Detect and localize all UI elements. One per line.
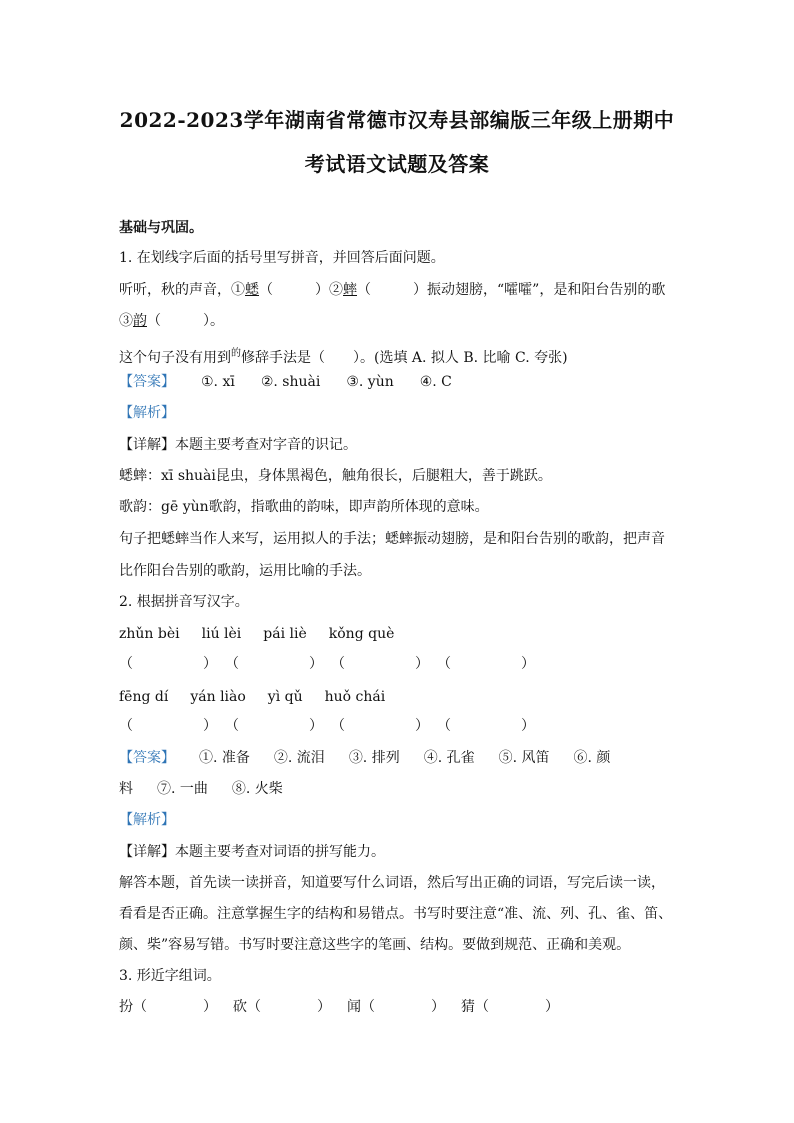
q1-underlined-char-2: 蟀 xyxy=(343,282,357,298)
q1-question xyxy=(119,344,568,368)
q2-answer: ⑥. 颜 xyxy=(573,750,611,766)
q2-answer: ④. 孔雀 xyxy=(423,750,475,766)
q1-detail-line xyxy=(119,435,357,455)
pinyin-item: kǒng què xyxy=(328,626,395,642)
q2-blank-row-1 xyxy=(119,654,535,674)
q2-answer-line-2 xyxy=(119,779,283,799)
document-title-line2: 考试语文试题及答案 xyxy=(304,152,490,176)
q2-detail-label: 【详解】 xyxy=(119,844,175,860)
q3-stem: 3. 形近字组词。 xyxy=(119,968,221,984)
section-heading: 基础与巩固。 xyxy=(119,220,203,236)
pinyin-item: fēng dí xyxy=(119,689,169,705)
q1-passage-b: ”，是和阳台告别的歌 xyxy=(532,282,666,298)
q1-passage-c: ③ xyxy=(119,313,133,329)
pinyin-item: pái liè xyxy=(263,626,307,642)
q1-answer-1: ①. xī xyxy=(201,374,235,390)
q1-underlined-char-3: 韵 xyxy=(133,313,147,329)
q1-answer-2: ②. shuài xyxy=(260,374,321,390)
q1-detail: 本题主要考查对字音的识记。 xyxy=(175,437,357,453)
document-title-line1: 2022-2023学年湖南省常德市汉寿县部编版三年级上册期中 xyxy=(119,108,675,132)
q2-detail-line xyxy=(119,842,385,862)
q2-answer: ①. 准备 xyxy=(199,750,250,766)
q1-answer-3: ③. yùn xyxy=(346,374,394,390)
q1-stem: 1. 在划线字后面的括号里写拼音，并回答后面问题。 xyxy=(119,250,445,266)
pinyin-item: zhǔn bèi xyxy=(119,626,180,642)
q2-answer: ②. 流泪 xyxy=(273,750,325,766)
answer-blank: （ ） xyxy=(225,718,323,734)
pinyin-item: yán liào xyxy=(190,689,246,705)
q2-answer-label: 【答案】 xyxy=(119,750,175,766)
q1-quote: 嚯嚯 xyxy=(504,282,533,298)
answer-blank: （ ） xyxy=(331,656,429,672)
answer-blank: （ ） xyxy=(331,718,429,734)
q1-passage-a: 听听，秋的声音，① xyxy=(119,282,245,298)
pinyin-item: yì qǔ xyxy=(267,689,303,705)
q1-answer-4: ④. C xyxy=(419,374,452,390)
q3-items xyxy=(119,997,559,1017)
q2-explanation-1: 解答本题，首先读一读拼音，知道要写什么词语，然后写出正确的词语，写完后读一读， xyxy=(119,875,665,891)
q1-question-a: 这个句子没有用到 xyxy=(119,350,231,366)
q2-answer: ③. 排列 xyxy=(348,750,400,766)
q1-answer-label: 【答案】 xyxy=(119,374,175,390)
q2-blank-row-2 xyxy=(119,716,535,736)
answer-blank: （ ） xyxy=(437,718,535,734)
q1-explanation-4: 比作阳台告别的歌韵，运用比喻的手法。 xyxy=(119,563,371,579)
q2-analysis-label: 【解析】 xyxy=(119,812,175,828)
q2-explanation-2: 看看是否正确。注意掌握生字的结构和易错点。书写时要注意“准、流、列、孔、雀、笛、 xyxy=(119,906,673,922)
q3-item: 砍（ ） xyxy=(233,999,331,1015)
q2-answer: ⑧. 火柴 xyxy=(231,781,283,797)
q1-question-sup: 的 xyxy=(231,348,241,359)
q1-question-b: 修辞手法是（ ）。(选填 A. 拟人 B. 比喻 C. 夸张) xyxy=(241,350,568,366)
q2-answer: 料 xyxy=(119,781,133,797)
q1-paren-1: （ ）② xyxy=(259,282,343,298)
q1-passage-line1 xyxy=(119,280,665,300)
q1-explanation-1: 蟋蟀：xī shuài昆虫，身体黑褐色，触角很长，后腿粗大，善于跳跃。 xyxy=(119,468,552,484)
q1-explanation-3: 句子把蟋蟀当作人来写，运用拟人的手法；蟋蟀振动翅膀，是和阳台告别的歌韵，把声音 xyxy=(119,531,665,547)
q3-item: 猜（ ） xyxy=(461,999,559,1015)
q3-item: 扮（ ） xyxy=(119,999,217,1015)
q2-answer-line-1 xyxy=(119,748,610,768)
pinyin-item: liú lèi xyxy=(201,626,242,642)
q1-explanation-2: 歌韵：gē yùn歌韵，指歌曲的韵味，即声韵所体现的意味。 xyxy=(119,499,489,515)
q3-item: 闻（ ） xyxy=(347,999,445,1015)
q2-answer: ⑦. 一曲 xyxy=(157,781,208,797)
q2-pinyin-row-1 xyxy=(119,624,394,644)
answer-blank: （ ） xyxy=(119,656,217,672)
answer-blank: （ ） xyxy=(119,718,217,734)
q2-explanation-3: 颜、柴”容易写错。书写时要注意这些字的笔画、结构。要做到规范、正确和美观。 xyxy=(119,937,631,953)
answer-blank: （ ） xyxy=(437,656,535,672)
q1-paren-2: （ ）振动翅膀，“ xyxy=(357,282,505,298)
q2-detail: 本题主要考查对词语的拼写能力。 xyxy=(175,844,385,860)
q1-paren-3: （ ）。 xyxy=(147,313,224,329)
q1-underlined-char-1: 蟋 xyxy=(245,282,259,298)
q2-answer: ⑤. 风笛 xyxy=(498,750,550,766)
q1-passage-line2 xyxy=(119,311,224,331)
q1-detail-label: 【详解】 xyxy=(119,437,175,453)
q1-analysis-label: 【解析】 xyxy=(119,405,175,421)
pinyin-item: huǒ chái xyxy=(324,689,386,705)
answer-blank: （ ） xyxy=(225,656,323,672)
q2-stem: 2. 根据拼音写汉字。 xyxy=(119,594,249,610)
q2-pinyin-row-2 xyxy=(119,687,385,707)
q1-answer-line xyxy=(119,372,452,392)
